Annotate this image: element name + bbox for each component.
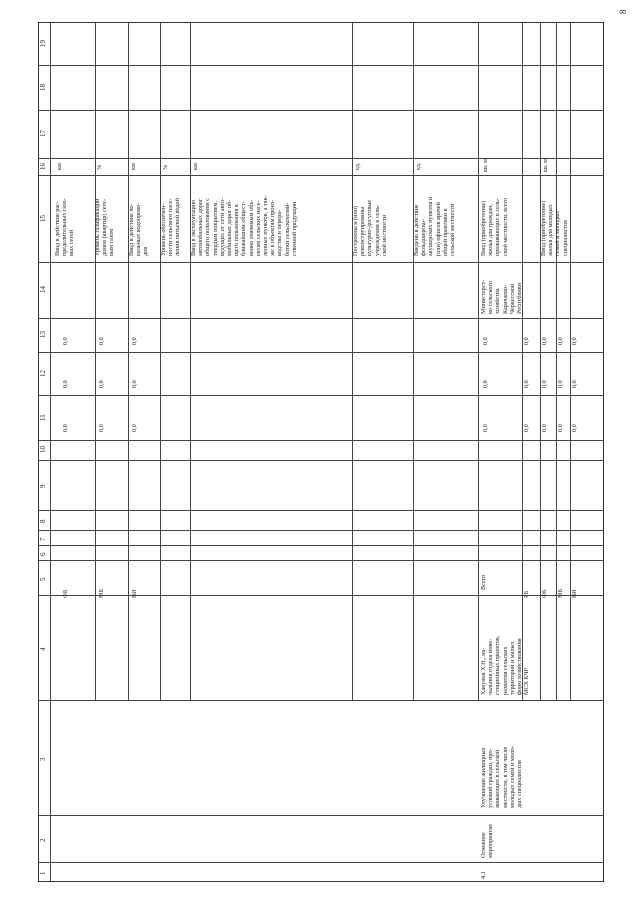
column-line-8 — [38, 510, 604, 511]
value-col13-0: 0,0 — [62, 337, 69, 345]
column-header-11: 11 — [39, 413, 47, 421]
row-line-4 — [352, 22, 353, 700]
sub-col13-1: 0,0 — [541, 337, 548, 345]
column-header-16: 16 — [39, 162, 47, 170]
sub-col13-0: 0,0 — [523, 337, 530, 345]
column-header-10: 10 — [39, 446, 47, 453]
header-row-line — [50, 22, 51, 882]
source-ФБ: ФБ — [62, 589, 69, 598]
value-col12-2: 0,0 — [131, 380, 138, 388]
column-line-12 — [38, 352, 604, 353]
indicator-0-0: Ввод в действие рас- пределительных газо- вых сетей — [54, 198, 76, 256]
column-header-19: 19 — [39, 39, 47, 47]
row-line-9 — [556, 22, 557, 700]
column-line-4 — [38, 595, 604, 596]
sub-col12-1: 0,0 — [541, 380, 548, 388]
column-header-17: 17 — [39, 130, 47, 137]
unit-2-0: км — [192, 163, 199, 170]
total-col12: 0,0 — [482, 380, 489, 388]
sub-col11-3: 0,0 — [571, 424, 578, 432]
sub-source-РБ: РБ — [523, 591, 530, 598]
column-line-2 — [38, 815, 604, 816]
sub-col13-2: 0,0 — [557, 337, 564, 345]
ministry: Министерст- во сельского хозяйства Карачаево- Черкесской Республики — [480, 279, 524, 314]
page-number: 8 — [618, 9, 628, 14]
unit-41-0: кв. м — [482, 159, 489, 172]
column-header-18: 18 — [39, 83, 47, 91]
unit-1-1: % — [162, 164, 169, 170]
column-line-6 — [38, 545, 604, 546]
column-header-13: 13 — [39, 331, 47, 338]
column-header-7: 7 — [39, 537, 47, 541]
value-col11-2: 0,0 — [131, 424, 138, 432]
column-line-16 — [38, 158, 604, 159]
indicator-2-0: Ввод в эксплуатацию автомобильных дорог общего пользования с твердым покрытием, ведущих от сети авто- мобильных дорог об- щего пользования к ближайшим общест- венно значимым объ- ектам сельских насе- ленных пунктов, а так- же к объектам произ- водства и перера- ботки сельскохозяй- ственной продукции — [190, 195, 298, 256]
column-header-1: 1 — [39, 871, 47, 875]
responsible: Хакунов Х.Н., на- чальник отдела инве- стиционных проектов, развития сельских территорий и малых форм хозяйствования МСХ КЧР — [480, 635, 531, 695]
column-line-18 — [38, 65, 604, 66]
value-col11-0: 0,0 — [62, 424, 69, 432]
value-col13-1: 0,0 — [98, 337, 105, 345]
column-line-7 — [38, 530, 604, 531]
sub-col12-3: 0,0 — [571, 380, 578, 388]
indicator-41-0: Ввод (приобретение) жилья для граждан, проживающих в сель- ской местности, всего — [480, 197, 509, 256]
total-col13: 0,0 — [482, 337, 489, 345]
sub-col11-2: 0,0 — [557, 424, 564, 432]
row-line-2 — [160, 22, 161, 700]
unit-41-1: кв. м — [542, 159, 549, 172]
sub-col13-3: 0,0 — [571, 337, 578, 345]
unit-1-0: км — [130, 163, 137, 170]
column-header-3: 3 — [39, 757, 47, 761]
unit-0-0: км — [56, 163, 63, 170]
column-line-5 — [38, 560, 604, 561]
indicator-0-1: Уровень газификации домов (квартир) сете- вым газом — [94, 198, 116, 256]
sub-source-ФБ: ФБ — [541, 589, 548, 598]
indicator-1-0: Ввод в действие ло- кальных водопрово- дов — [128, 202, 150, 256]
activity-name: Улучшение жилищных условий граждан, про- живающих в сельской местности, в том числе молодых семей и моло- дых специалистов — [480, 746, 524, 808]
source-МБ: МБ — [98, 588, 105, 598]
sub-col11-1: 0,0 — [541, 424, 548, 432]
column-line-3 — [38, 700, 604, 701]
unit-2-2: ед. — [415, 162, 422, 170]
sub-col11-0: 0,0 — [523, 424, 530, 432]
row-line-0 — [95, 22, 96, 700]
column-line-1 — [38, 862, 604, 863]
row-line-8 — [540, 22, 541, 700]
sub-col12-0: 0,0 — [523, 380, 530, 388]
column-header-6: 6 — [39, 552, 47, 556]
row-type: Основное мероприятие — [480, 823, 495, 858]
column-line-15 — [38, 175, 604, 176]
row-number: 4.1 — [480, 871, 487, 879]
row-line-10 — [570, 22, 571, 700]
column-line-17 — [38, 110, 604, 111]
column-header-8: 8 — [39, 519, 47, 523]
column-header-12: 12 — [39, 369, 47, 377]
sub-source-ВИ: ВИ — [571, 589, 578, 598]
column-header-4: 4 — [39, 647, 47, 651]
column-header-9: 9 — [39, 484, 47, 488]
value-col12-1: 0,0 — [98, 380, 105, 388]
row-line-5 — [413, 22, 414, 700]
indicator-2-1: Построены и (или) реконструированы культурно-досуговые учреждения в сель- ской местности — [352, 199, 388, 256]
unit-0-1: % — [96, 164, 103, 170]
row-line-3 — [190, 22, 191, 700]
indicator-1-1: Уровень обеспечен- ности сельского насе- ления питьевой водой — [160, 198, 182, 256]
sub-col12-2: 0,0 — [557, 380, 564, 388]
column-header-14: 14 — [39, 286, 47, 293]
column-line-10 — [38, 440, 604, 441]
row-line-7 — [522, 22, 523, 700]
unit-2-1: ед. — [354, 162, 361, 170]
row-line-6 — [478, 22, 479, 700]
source-total: Всего — [480, 574, 487, 590]
value-col13-2: 0,0 — [131, 337, 138, 345]
indicator-41-1: Ввод (приобретение) жилья для молодых семей и молодых специалистов — [540, 200, 569, 256]
value-col12-0: 0,0 — [62, 380, 69, 388]
column-header-2: 2 — [39, 838, 47, 842]
column-line-11 — [38, 395, 604, 396]
value-col11-1: 0,0 — [98, 424, 105, 432]
column-header-5: 5 — [39, 577, 47, 581]
sub-source-МБ: МБ — [557, 588, 564, 598]
total-col11: 0,0 — [482, 424, 489, 432]
indicator-2-2: Введено в действие фельдшерско- акушерских пунктов и (или) офисов врачей общей практики в сельской местности — [413, 196, 457, 256]
row-line-1 — [128, 22, 129, 700]
column-line-9 — [38, 460, 604, 461]
column-line-13 — [38, 318, 604, 319]
source-ВИ: ВИ — [131, 589, 138, 598]
column-line-14 — [38, 262, 604, 263]
column-header-15: 15 — [39, 214, 47, 222]
